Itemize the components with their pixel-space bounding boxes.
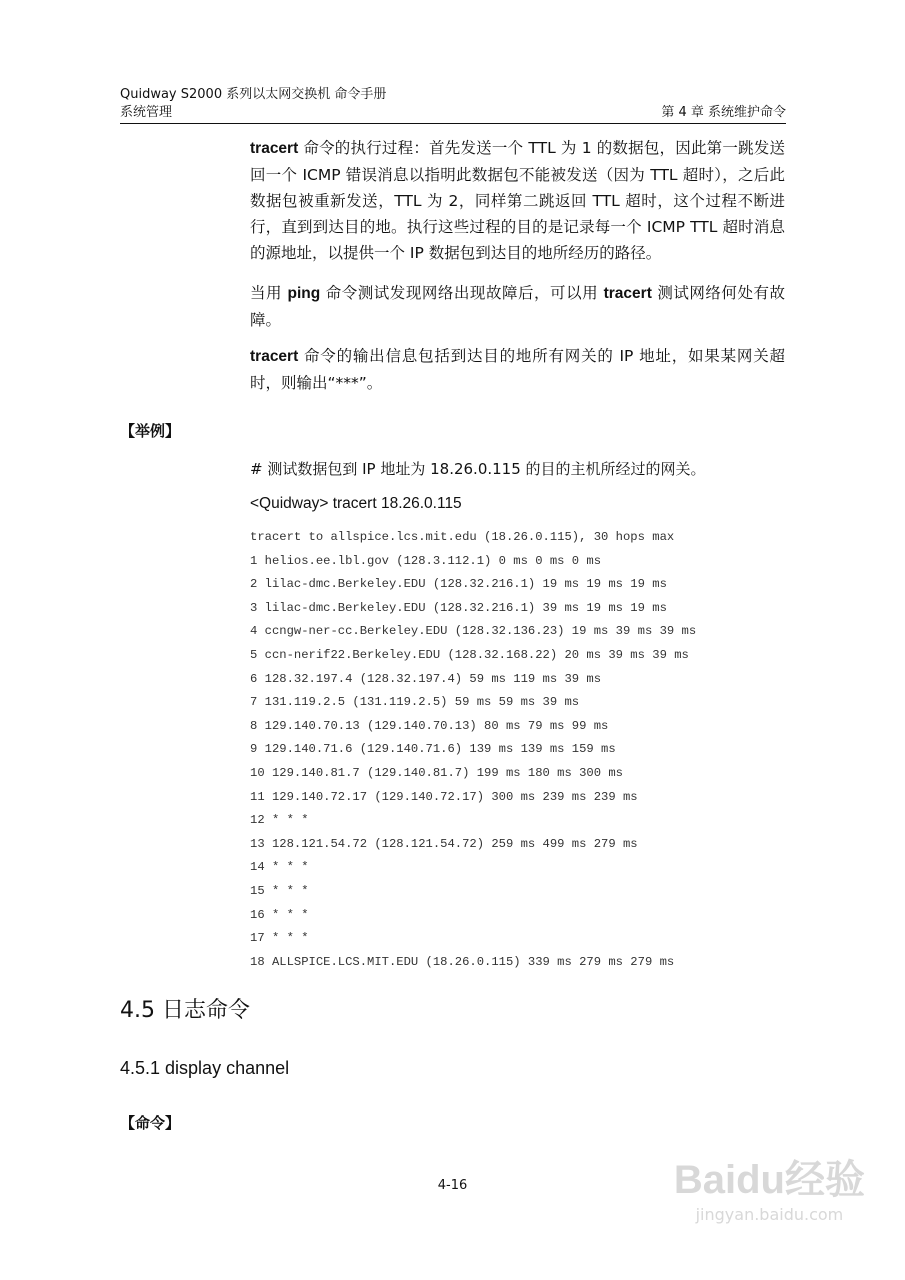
output-line: 18 ALLSPICE.LCS.MIT.EDU (18.26.0.115) 339 ms 279 ms 279 ms: [250, 954, 675, 969]
output-line: 7 131.119.2.5 (131.119.2.5) 59 ms 59 ms 39 ms: [250, 695, 580, 710]
command-label: 【命令】: [120, 1114, 181, 1132]
baidu-watermark-logo: [674, 1148, 865, 1224]
header-rule: [120, 123, 786, 124]
paragraph-text: 命令的输出信息包括到达目的地所有网关的 IP 地址，如果某网关超时，则输出“***”。: [250, 347, 785, 392]
keyword: tracert: [603, 285, 652, 302]
output-line: 17 * * *: [250, 931, 309, 946]
output-line: 4 ccngw-ner-cc.Berkeley.EDU (128.32.136.23) 19 ms 39 ms 39 ms: [250, 624, 697, 639]
watermark-url: jingyan.baidu.com: [695, 1205, 844, 1224]
output-line: 10 129.140.81.7 (129.140.81.7) 199 ms 180 ms 300 ms: [250, 765, 623, 780]
page-number: 4-16: [437, 1178, 468, 1193]
output-line: 12 * * *: [250, 813, 309, 828]
chapter-title: 第 4 章 系统维护命令: [661, 105, 786, 120]
output-line: tracert to allspice.lcs.mit.edu (18.26.0.115), 30 hops max: [250, 530, 675, 544]
output-line: 8 129.140.70.13 (129.140.70.13) 80 ms 79 ms 99 ms: [250, 718, 609, 733]
output-line: 9 129.140.71.6 (129.140.71.6) 139 ms 139 ms 159 ms: [250, 742, 616, 757]
output-line: 14 * * *: [250, 860, 309, 875]
example-command: <Quidway> tracert 18.26.0.115: [250, 495, 462, 512]
tracert-output: [250, 526, 696, 974]
paragraph-text: 命令的执行过程：首先发送一个 TTL 为 1 的数据包，因此第一跳发送回一个 ICMP 错误消息以指明此数据包不能被发送（因为 TTL 超时），之后此数据包被重新发送，TTL 为 2，同样第二跳返回 TTL 超时，这个过程不断进行，直到到达目的地。执行这些过程的目的是记录每一个 ICMP TTL 超时消息的源地址，以提供一个 IP 数据包到达目的地所经历的路径。: [250, 139, 785, 262]
subsection-heading: 4.5.1 display channel: [120, 1058, 290, 1078]
output-line: 2 lilac-dmc.Berkeley.EDU (128.32.216.1) 19 ms 19 ms 19 ms: [250, 577, 667, 592]
output-line: 6 128.32.197.4 (128.32.197.4) 59 ms 119 ms 39 ms: [250, 671, 602, 686]
output-line: 11 129.140.72.17 (129.140.72.17) 300 ms 239 ms 239 ms: [250, 789, 638, 804]
paragraph-ping-usage: [250, 280, 785, 333]
example-comment: # 测试数据包到 IP 地址为 18.26.0.115 的目的主机所经过的网关。: [250, 460, 706, 478]
output-line: 16 * * *: [250, 907, 309, 922]
output-line: 5 ccn-nerif22.Berkeley.EDU (128.32.168.22) 20 ms 39 ms 39 ms: [250, 647, 689, 662]
example-label: 【举例】: [120, 422, 181, 440]
output-line: 3 lilac-dmc.Berkeley.EDU (128.32.216.1) 39 ms 19 ms 19 ms: [250, 600, 667, 615]
paragraph-text: 命令测试发现网络出现故障后，可以用: [320, 284, 604, 302]
section-heading: 4.5 日志命令: [120, 998, 250, 1023]
output-line: 13 128.121.54.72 (128.121.54.72) 259 ms 499 ms 279 ms: [250, 836, 638, 851]
paragraph-text: 当用: [250, 284, 288, 302]
output-line: 1 helios.ee.lbl.gov (128.3.112.1) 0 ms 0 ms 0 ms: [250, 553, 602, 568]
keyword: tracert: [250, 348, 299, 365]
watermark-brand: Baidu经验: [673, 1158, 865, 1202]
paragraph-output-info: [250, 343, 785, 396]
output-line: 15 * * *: [250, 883, 309, 898]
paragraph-tracert-process: [250, 135, 785, 266]
keyword: tracert: [250, 140, 299, 157]
section-name: 系统管理: [120, 105, 173, 120]
paragraph-text: 测试网络何处有故障。: [250, 284, 785, 329]
manual-title: Quidway S2000 系列以太网交换机 命令手册: [120, 87, 387, 102]
keyword: ping: [287, 285, 321, 302]
